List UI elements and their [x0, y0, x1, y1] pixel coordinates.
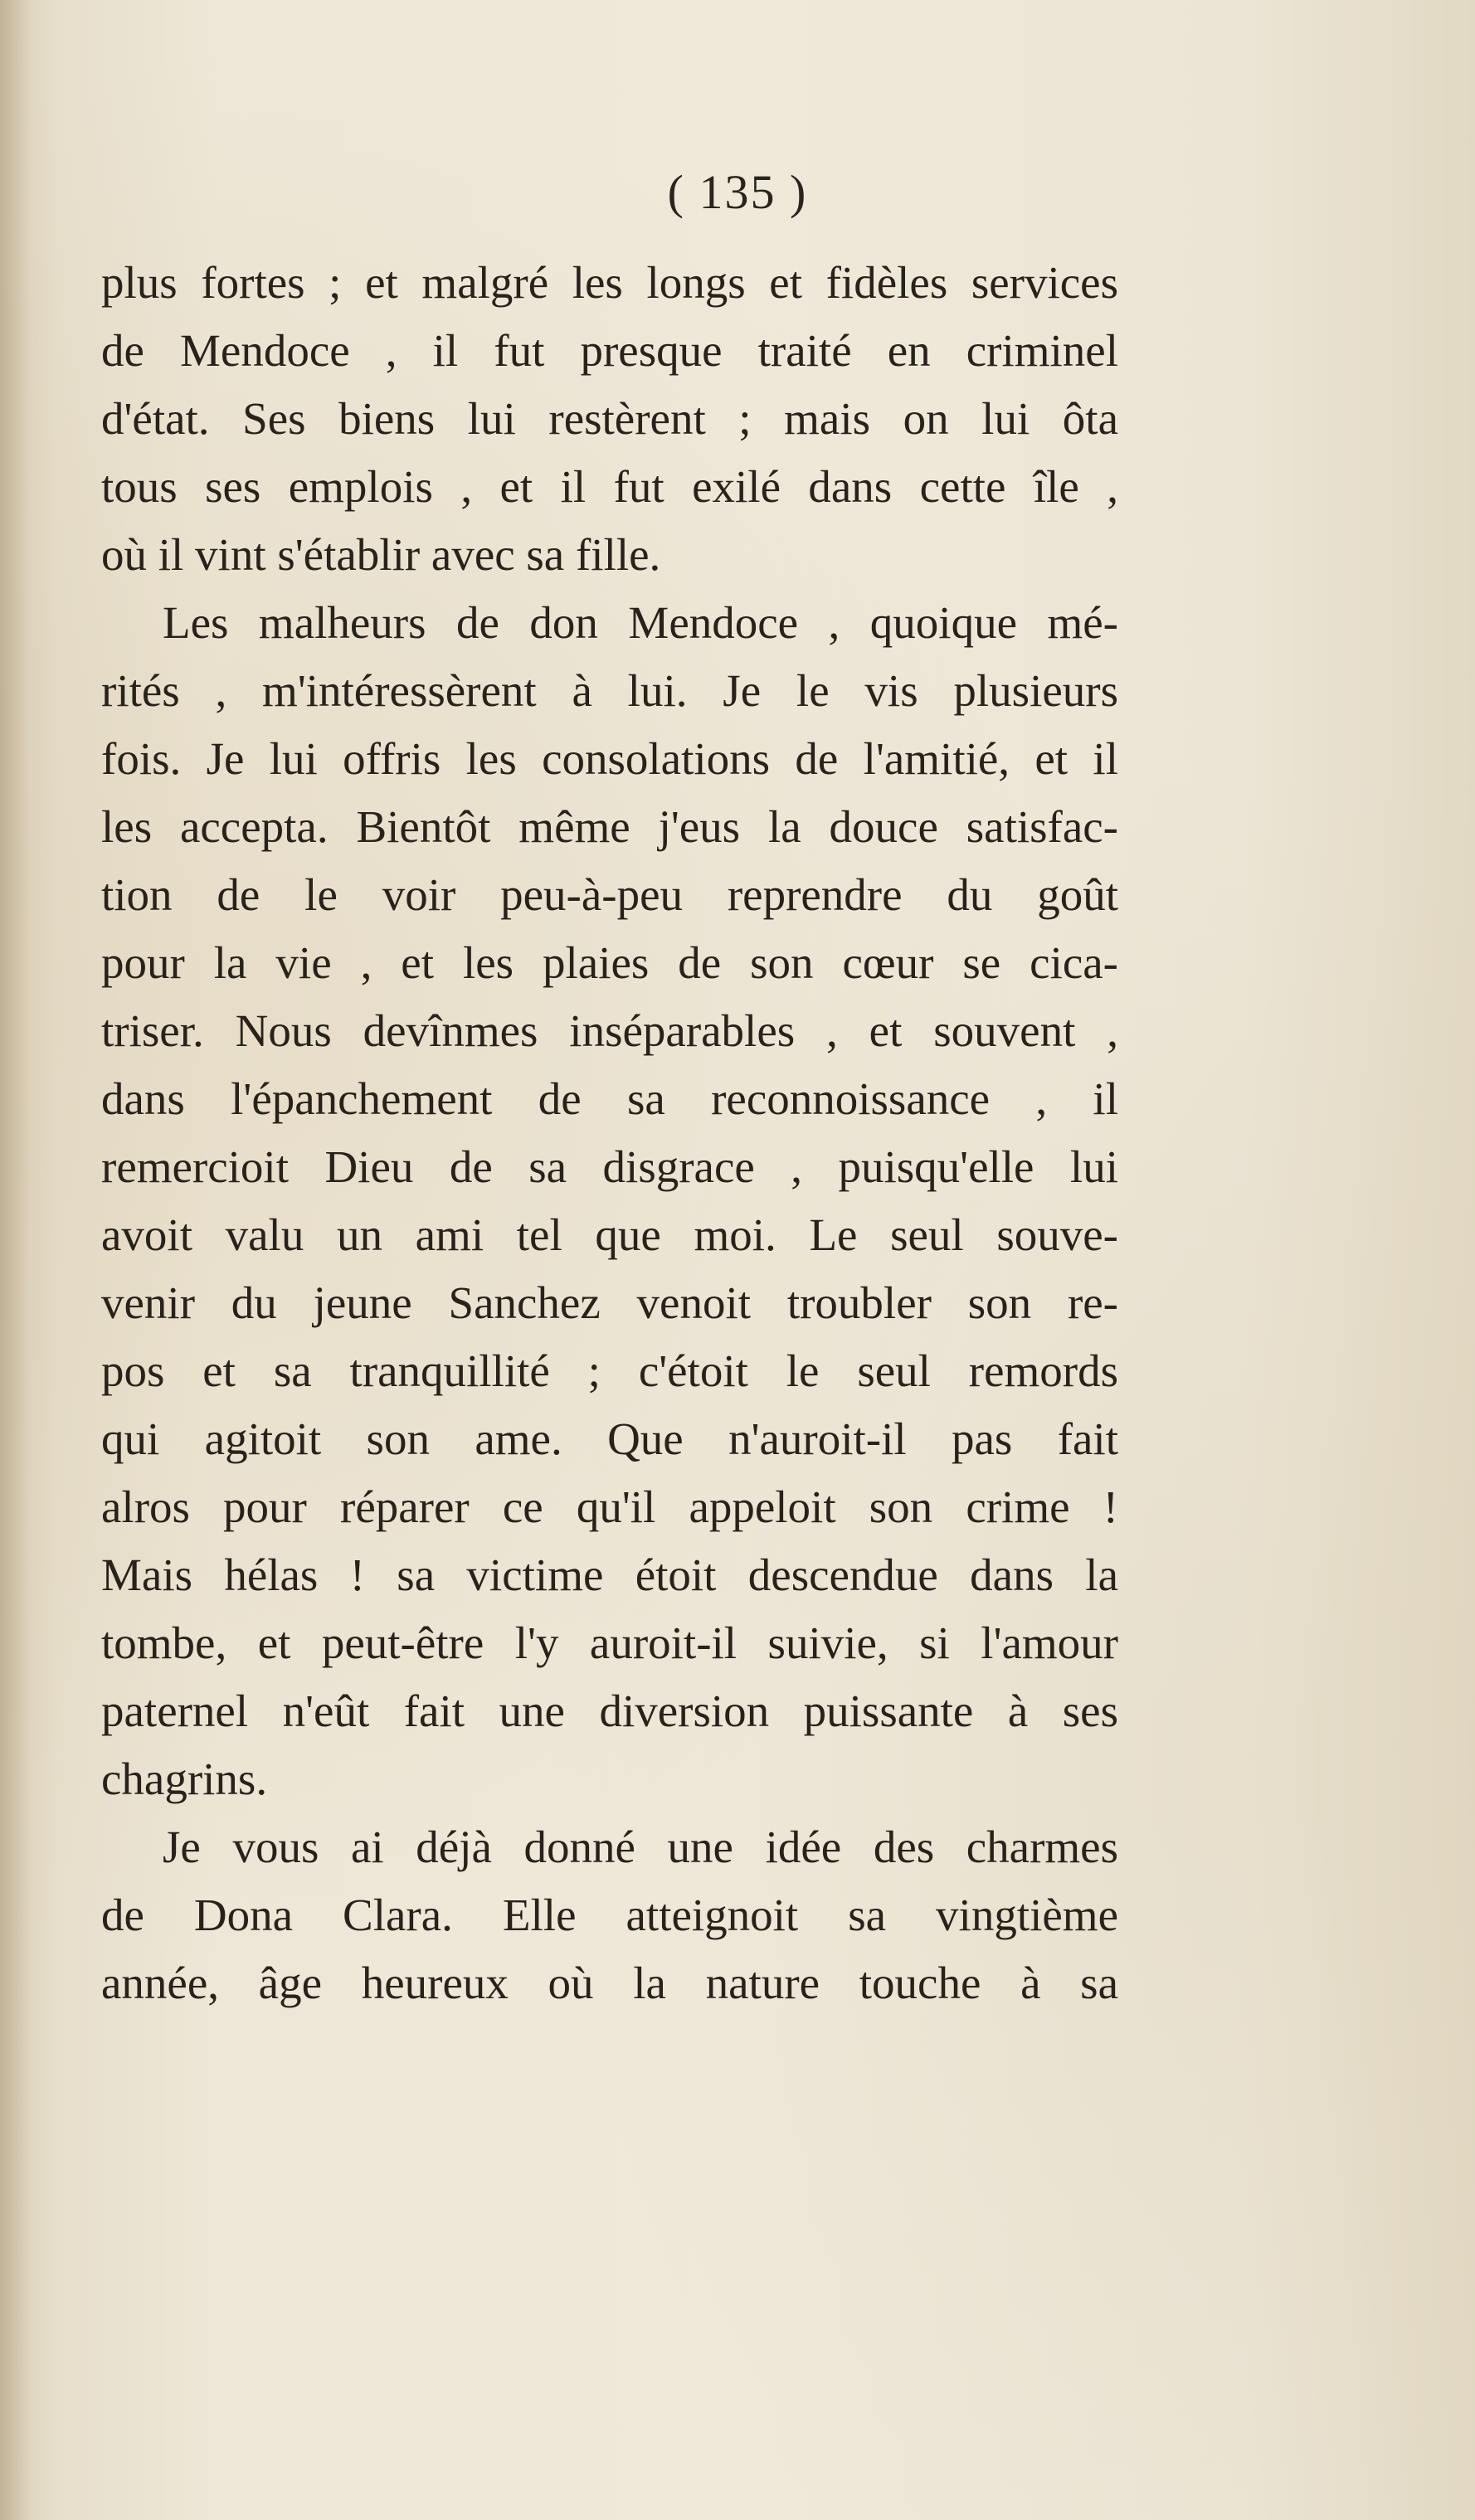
text-line: qui agitoit son ame. Que n'auroit-il pas fait	[101, 1413, 1118, 1464]
text-line: triser. Nous devînmes inséparables , et souvent ,	[101, 1005, 1118, 1056]
body-text	[101, 249, 1118, 2017]
text-line: dans l'épanchement de sa reconnoissance , il	[101, 1073, 1118, 1124]
text-line: paternel n'eût fait une diversion puissante à ses	[101, 1686, 1118, 1736]
text-line: remercioit Dieu de sa disgrace , puisqu'elle lui	[101, 1141, 1118, 1192]
text-line: où il vint s'établir avec sa fille.	[101, 529, 661, 580]
text-line: de Dona Clara. Elle atteignoit sa vingtième	[101, 1890, 1118, 1940]
text-line: fois. Je lui offris les consolations de l'amitié, et il	[101, 733, 1118, 784]
text-line: Mais hélas ! sa victime étoit descendue dans la	[101, 1549, 1118, 1600]
text-line: les accepta. Bientôt même j'eus la douce satisfac-	[101, 801, 1118, 852]
text-line: tion de le voir peu-à-peu reprendre du goût	[101, 869, 1118, 920]
text-line: année, âge heureux où la nature touche à sa	[101, 1958, 1118, 2008]
text-line: pour la vie , et les plaies de son cœur se cica-	[101, 937, 1118, 988]
text-line: plus fortes ; et malgré les longs et fidèles services	[101, 257, 1118, 308]
text-line: d'état. Ses biens lui restèrent ; mais on lui ôta	[101, 393, 1118, 444]
text-line: avoit valu un ami tel que moi. Le seul souve-	[101, 1209, 1118, 1260]
text-line: pos et sa tranquillité ; c'étoit le seul remords	[101, 1345, 1118, 1396]
text-line: rités , m'intéressèrent à lui. Je le vis plusieurs	[101, 665, 1118, 716]
text-line: alros pour réparer ce qu'il appeloit son crime !	[101, 1481, 1118, 1532]
text-line: Les malheurs de don Mendoce , quoique mé-	[163, 597, 1118, 648]
text-line: Je vous ai déjà donné une idée des charmes	[163, 1822, 1118, 1872]
text-line: tombe, et peut-être l'y auroit-il suivie, si l'amour	[101, 1618, 1118, 1668]
text-line: de Mendoce , il fut presque traité en criminel	[101, 325, 1118, 376]
text-line: venir du jeune Sanchez venoit troubler son re-	[101, 1277, 1118, 1328]
text-line: chagrins.	[101, 1754, 268, 1804]
page-number: ( 135 )	[667, 165, 808, 219]
text-line: tous ses emplois , et il fut exilé dans cette île ,	[101, 461, 1118, 512]
